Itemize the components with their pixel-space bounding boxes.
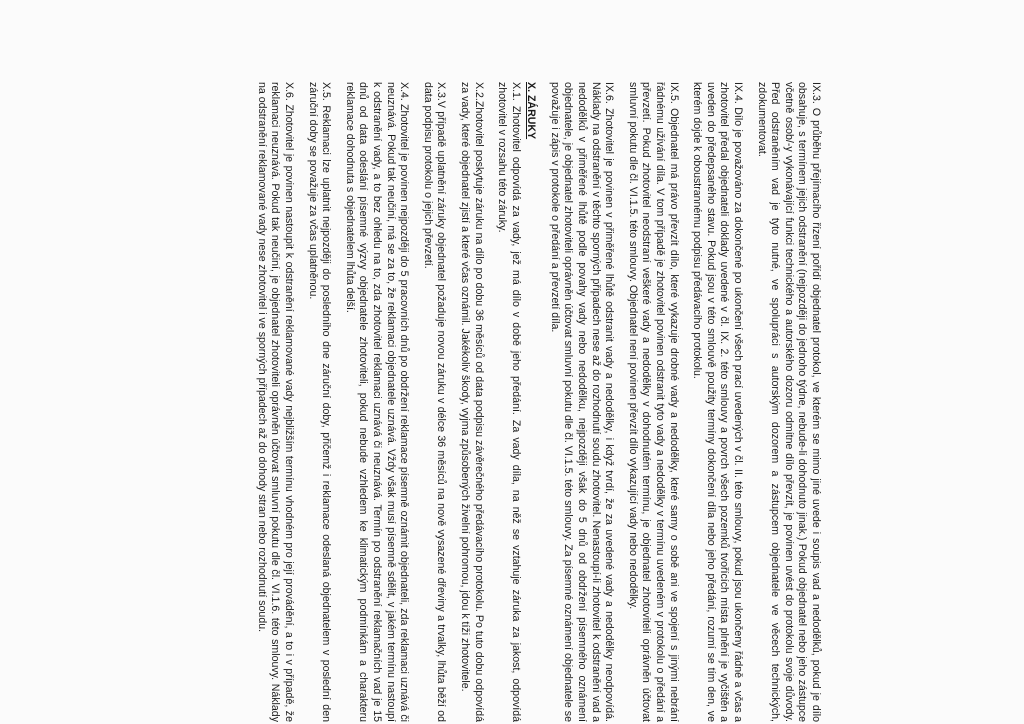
paragraph-x-5: X.5. Reklamaci lze uplatnit nejpozději do posledního dne záruční doby, přičemž i reklamace odeslaná objednatelem v poslední den záruční doby se považuje za včas uplatněnou. xyxy=(306,82,333,722)
paragraph-ix-6: IX.6. Zhotovitel je povinen v přiměřené lhůtě odstranit vady a nedodělky, i když tvrdí, že za uvedené vady a nedodělky neodpovídá. Náklady na odstranění v těchto sporných případech nese až do rozhodnutí soudu zhotovitel. Nenastoupí-li zhotovitel k odstranění vad a nedodělků v přiměřené lhůtě podle povahy vady nebo nedodělku, nejpozději však do 5 dnů od obdržení písemného oznámení objednatele, je objednatel zhotoviteli oprávněn účtovat smluvní pokutu dle čl. VI.1.5. této smlouvy. Za písemné oznámení objednatele se považuje i zápis v protokole o předání a převzetí díla. xyxy=(548,82,616,722)
paragraph-x-1: X.1. Zhotovitel odpovídá za vady, jež má dílo v době jeho předání. Za vady díla, na něž se vztahuje záruka za jakost, odpovídá zhotovitel v rozsahu této záruky. xyxy=(496,82,522,722)
paragraph-ix-5: IX.5. Objednatel má právo převzít dílo, které vykazuje drobné vady a nedodělky, které samy o sobě ani ve spojení s jinými nebrání řádnému užívání díla. V tom případě je zhotovitel povinen odstranit tyto vady a nedodělky v termínu uvedeném v protokolu o předání a převzetí. Pokud zhotovitel neodstraní veškeré vady a nedodělky v dohodnutém termínu, je objednatel zhotoviteli oprávněn účtovat smluvní pokutu dle čl. VI.1.5. této smlouvy. Objednatel není povinen převzít dílo vykazující vady nebo nedodělky. xyxy=(626,82,680,722)
paragraph-ix-3: IX.3. O průběhu přejímacího řízení pořídí objednatel protokol, ve kterém se mimo jiné uvede i soupis vad a nedodělků, pokud je dílo obsahuje, s termínem jejich odstranění (nejpozději do jednoho týdne, nebude-li dohodnuto jinak.) Pokud objednatel nebo jeho zástupce včetně osob/-y vykonávající funkci technického a autorského dozoru odmítne dílo převzít, je povinen uvést do protokolu svoje důvody. Před odstraněním vad je tyto nutné, ve spolupráci s autorským dozorem a zástupcem objednatele ve věcech technických, zdokumentovat. xyxy=(755,82,822,722)
section-heading-zaruky: X. ZÁRUKY xyxy=(525,82,538,140)
paragraph-x-2: X.2.Zhotovitel poskytuje záruku na dílo po dobu 36 měsíců od data podpisu závěrečného předávacího protokolu. Po tuto dobu odpovídá za vady, které objednatel zjistí a které včas oznámil. Jakékoliv škody, vyjma způsobených živelní pohromou, jdou k tíži zhotovitele. xyxy=(458,82,485,722)
rotated-document xyxy=(0,82,822,722)
paragraph-x-6: X.6. Zhotovitel je povinen nastoupit k odstranění reklamované vady nejbližším termínu vhodném pro její provádění, a to i v případě, že reklamaci neuznává. Pokud tak neučiní, je objednatel zhotoviteli oprávněn účtovat smluvní pokutu dle čl. VI.1.6. této smlouvy. Náklady na odstranění reklamované vady nese zhotovitel i ve sporných případech až do dohody stran nebo rozhodnutí soudu. xyxy=(255,82,295,722)
paragraph-x-4: X.4. Zhotovitel je povinen nejpozději do 5 pracovních dnů po obdržení reklamace písemně oznámit objednateli, zda reklamaci uznává či neuznává. Pokud tak neučiní, má se za to, že reklamaci objednatele uznává. Vždy však musí písemně sdělit, v jakém termínu nastoupí k odstranění vady, a to bez ohledu na to, zda zhotovitel reklamaci uznává či neuznává. Termín po odstranění reklamačních vad je 15 dnů od data odeslání písemné výzvy objednatele zhotoviteli, pokud nebude vzhledem ke klimatickým podmínkám a charakteru reklamace dohodnuta s objednatelem lhůta delší. xyxy=(343,82,411,722)
paragraph-ix-4: IX.4. Dílo je považováno za dokončené po ukončení všech prací uvedených v čl. II. této smlouvy, pokud jsou ukončeny řádně a včas a zhotovitel předal objednateli doklady uvedené v čl. IX. 2. této smlouvy a povrch všech pozemků tvořících místa plnění je vyčištěn a uveden do předepsaného stavu. Pokud jsou v této smlouvě použity termíny dokončení díla nebo jeho předání, rozumí se tím den, ve kterém dojde k oboustrannému podpisu předávacího protokolu. xyxy=(691,82,745,722)
paragraph-x-3: X.3.V případě uplatnění záruky objednatel požaduje novou záruku v délce 36 měsíců na nově vysazené dřeviny a trvalky, lhůta běží od data podpisu protokolu o jejich převzetí. xyxy=(421,82,448,722)
